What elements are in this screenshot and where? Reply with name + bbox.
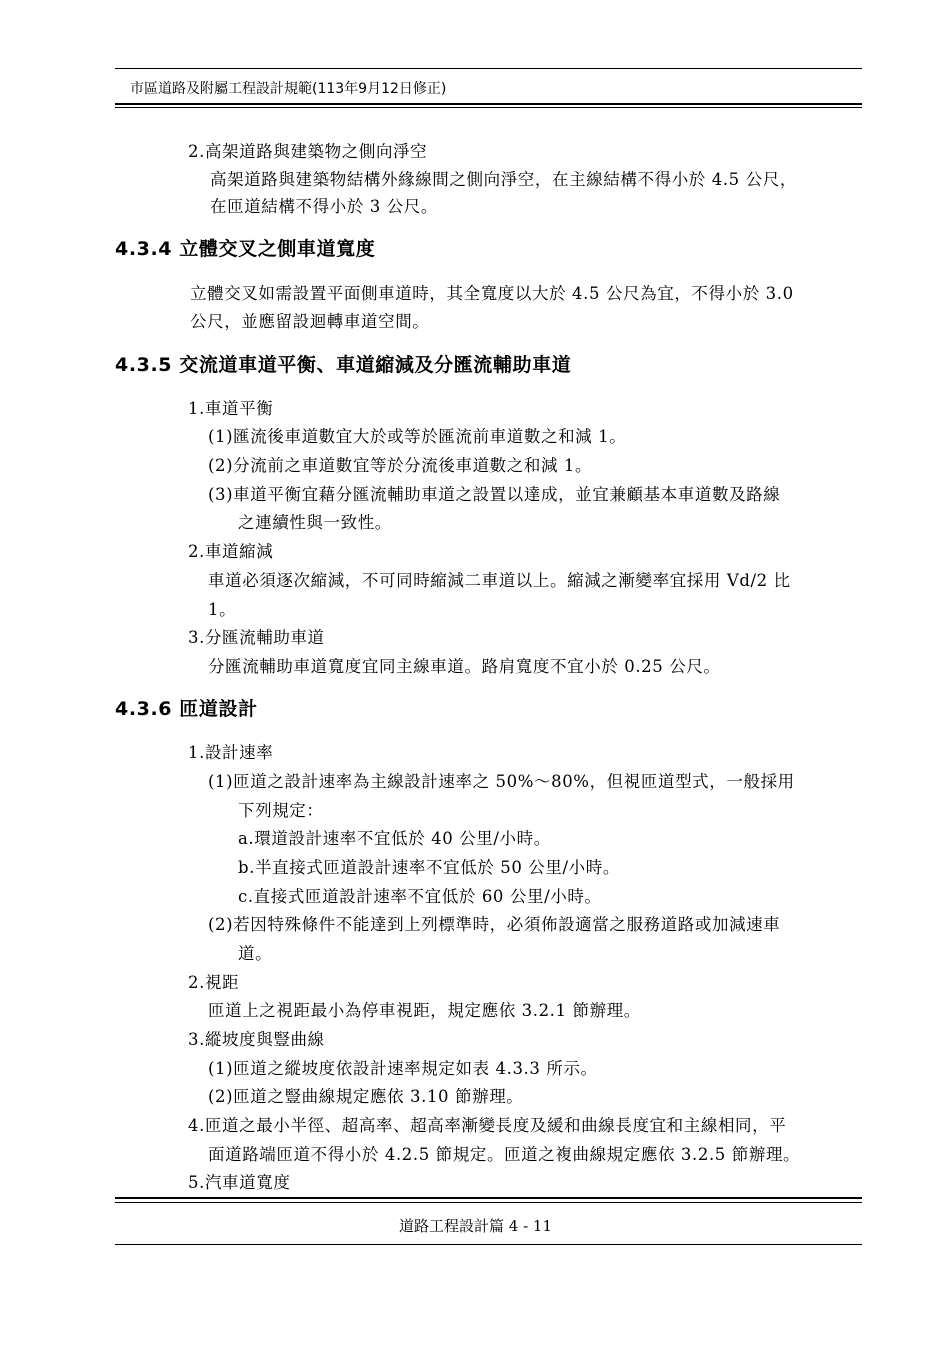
list-item: c.直接式匝道設計速率不宜低於 60 公里/小時。 — [238, 887, 602, 906]
item-heading: 3.縱坡度與豎曲線 — [188, 1030, 325, 1049]
sub-item: (1)匝道之縱坡度依設計速率規定如表 4.3.3 所示。 — [208, 1059, 598, 1078]
section-heading-4-3-4: 4.3.4 立體交叉之側車道寬度 — [115, 238, 376, 260]
paragraph-line: 車道必須逐次縮減，不可同時縮減二車道以上。縮減之漸變率宜採用 Vd/2 比 — [208, 571, 791, 590]
item-heading: 5.汽車道寬度 — [188, 1173, 291, 1192]
paragraph-line: 面道路端匝道不得小於 4.2.5 節規定。匝道之複曲線規定應依 3.2.5 節辦理。 — [208, 1145, 801, 1164]
item-heading: 3.分匯流輔助車道 — [188, 628, 325, 647]
sub-item: (1)匯流後車道數宜大於或等於匯流前車道數之和減 1。 — [208, 427, 627, 446]
sub-item: (2)分流前之車道數宜等於分流後車道數之和減 1。 — [208, 456, 593, 475]
running-header: 市區道路及附屬工程設計規範(113年9月12日修正) — [130, 81, 447, 97]
page-footer: 道路工程設計篇 4 - 11 — [398, 1217, 552, 1235]
paragraph-line: 匝道上之視距最小為停車視距，規定應依 3.2.1 節辦理。 — [208, 1001, 641, 1020]
footer-top-rule-thin — [115, 1202, 862, 1203]
item-heading: 2.車道縮減 — [188, 542, 274, 561]
paragraph-line: 立體交叉如需設置平面側車道時，其全寬度以大於 4.5 公尺為宜，不得小於 3.0 — [190, 284, 794, 303]
sub-item-continuation: 下列規定： — [238, 801, 324, 820]
section-heading-4-3-5: 4.3.5 交流道車道平衡、車道縮減及分匯流輔助車道 — [115, 354, 572, 376]
section-heading-4-3-6: 4.3.6 匝道設計 — [115, 698, 258, 720]
footer-top-rule-thick — [115, 1197, 862, 1199]
list-item: b.半直接式匝道設計速率不宜低於 50 公里/小時。 — [238, 858, 620, 877]
list-item: a.環道設計速率不宜低於 40 公里/小時。 — [238, 829, 551, 848]
item-heading: 1.設計速率 — [188, 743, 274, 762]
paragraph-line: 在匝道結構不得小於 3 公尺。 — [210, 197, 438, 216]
header-top-rule — [115, 68, 862, 69]
header-bottom-rule-thick — [115, 103, 862, 105]
paragraph-line: 高架道路與建築物結構外緣線間之側向淨空，在主線結構不得小於 4.5 公尺， — [210, 170, 797, 189]
sub-item-continuation: 道。 — [238, 944, 273, 963]
sub-item-continuation: 之連續性與一致性。 — [238, 513, 392, 532]
paragraph-line: 1。 — [208, 600, 237, 619]
item-2-heading: 2.高架道路與建築物之側向淨空 — [188, 142, 428, 161]
sub-item: (2)若因特殊條件不能達到上列標準時，必須佈設適當之服務道路或加減速車 — [208, 915, 781, 934]
sub-item: (2)匝道之豎曲線規定應依 3.10 節辦理。 — [208, 1087, 524, 1106]
footer-bottom-rule — [115, 1244, 862, 1245]
header-bottom-rule-thin — [115, 107, 862, 108]
item-heading: 4.匝道之最小半徑、超高率、超高率漸變長度及緩和曲線長度宜和主線相同，平 — [188, 1116, 787, 1135]
item-heading: 1.車道平衡 — [188, 399, 274, 418]
paragraph-line: 公尺，並應留設迴轉車道空間。 — [190, 312, 430, 331]
paragraph-line: 分匯流輔助車道寬度宜同主線車道。路肩寬度不宜小於 0.25 公尺。 — [208, 657, 721, 676]
sub-item: (1)匝道之設計速率為主線設計速率之 50%～80%，但視匝道型式，一般採用 — [208, 772, 795, 791]
sub-item: (3)車道平衡宜藉分匯流輔助車道之設置以達成，並宜兼顧基本車道數及路線 — [208, 485, 781, 504]
item-heading: 2.視距 — [188, 973, 240, 992]
